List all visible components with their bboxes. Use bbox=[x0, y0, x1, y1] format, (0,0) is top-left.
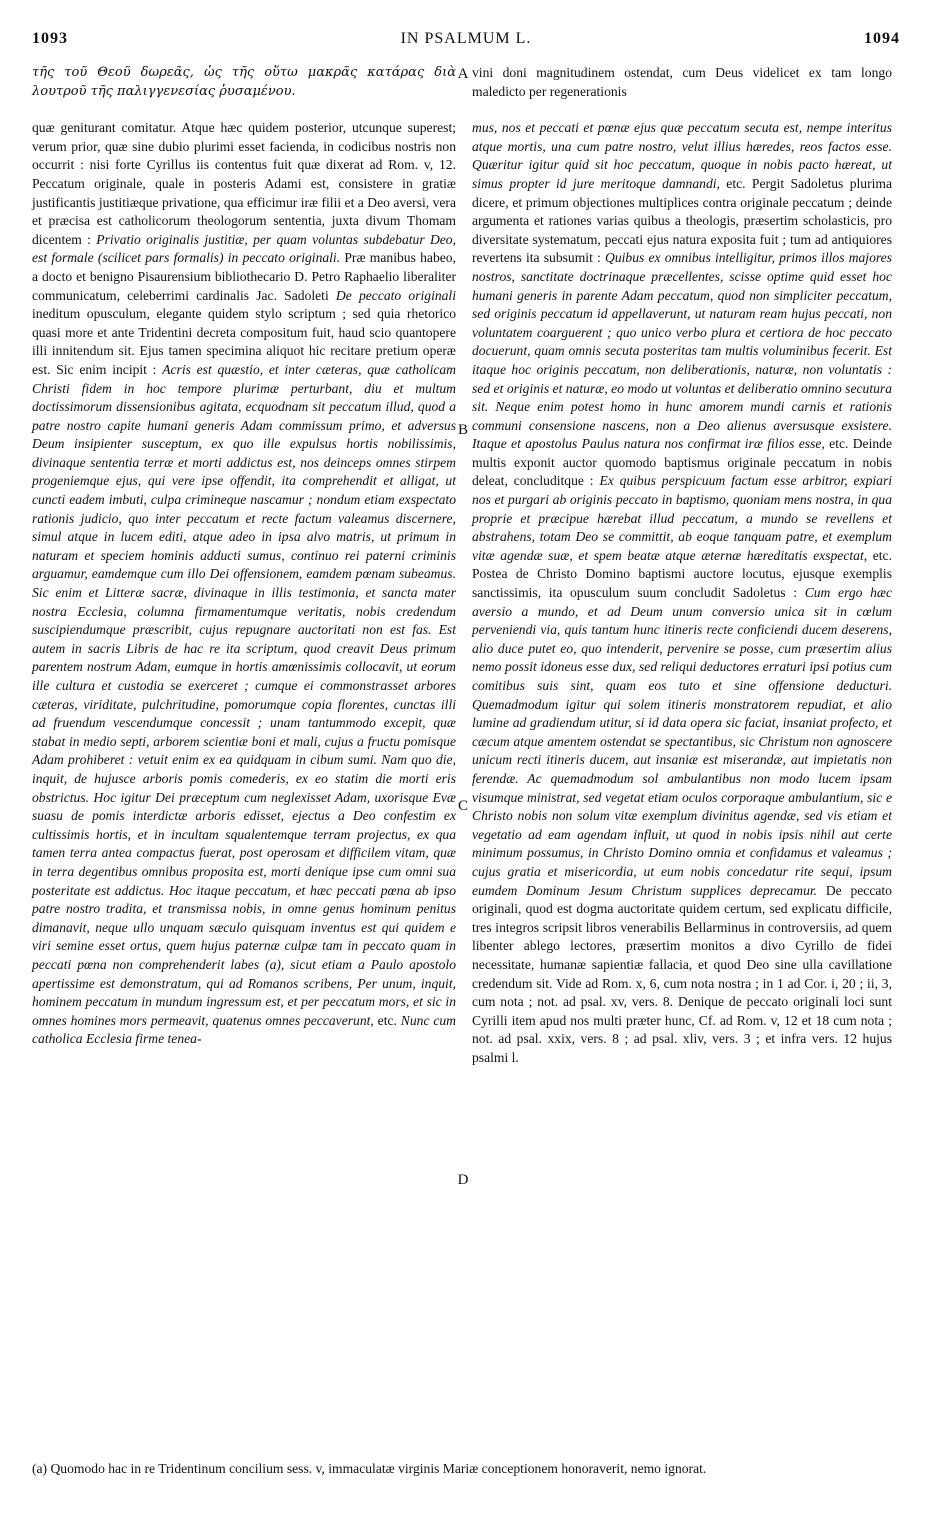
text-run: Præ manibus habeo, a docto et benigno Pisaurensium bibliothecario D. Petro Raphaelio liberaliter communicatum, celeberrimi cardinalis Jac. Sadoleti bbox=[32, 250, 456, 303]
page-number-right: 1094 bbox=[864, 30, 900, 47]
margin-letter-d: D bbox=[457, 1172, 469, 1188]
text-run: etc. bbox=[377, 1012, 397, 1028]
text-run: etc. Deinde multis exponit auctor quomodo baptismus originale peccatum in nobis deleat, concluditque : bbox=[472, 436, 892, 489]
quote-run: mus, nos et peccati et pœnæ ejus quæ peccatum secuta est, nempe interitus atque mortis, una cum patre nostro, velut illius hæredes, reos factos esse. Quæritur igitur quid sit hoc peccatum, quoque in nobis pacto hæreat, ut simus propter id jure meritoque damnandi, bbox=[472, 120, 892, 191]
text-run: De peccato originali, quod est dogma auctoritate quidem certum, sed explicatu difficile, tres integros scripsit libros venerabilis Bellarminus in controversiis, ad quem libenter ablego lectores, præsertim monitos a divo Cyrillo de fidei necessitate, humanæ sapientiæ fallacia, et quod Deo sine ulla cavillatione credendum sit. Vide ad Rom. x, 6, cum nota nostra ; in 1 ad Cor. i, 20 ; ii, 3, cum nota ; not. ad psal. xv, vers. 8. Denique de peccato originali loci sunt Cyrilli item apud nos multi præter hunc, Cf. ad Rom. v, 12 et 18 cum nota ; not. ad psal. xxix, vers. 8 ; ad psal. xliv, vers. 3 ; et infra vers. 12 hujus psalmi l. bbox=[472, 882, 892, 1065]
quote-run: Ex quibus perspicuum factum esse arbitror, expiari nos et purgari ab originis peccato in baptismo, quoniam mens nostra, in qua proprie et præcipue hærebat illud peccatum, a mundo se revellens et abstrahens, totam Deo se committit, ab eoque tanquam patre, et exemplum vitæ agendæ suæ, et spem beatæ atque æternæ hæreditatis exspectat, bbox=[472, 473, 893, 563]
quote-continuation: Nunc cum catholica Ecclesia firme tenea- bbox=[32, 1012, 456, 1047]
page-header bbox=[32, 30, 900, 56]
right-column bbox=[472, 64, 892, 1067]
margin-letter-a: A bbox=[457, 66, 469, 82]
margin-letter-b: B bbox=[457, 422, 468, 438]
margin-letter-c: C bbox=[457, 798, 468, 814]
left-paragraph bbox=[32, 119, 456, 1049]
footnote: (a) Quomodo hac in re Tridentinum concilium sess. v, immaculatæ virginis Mariæ conceptionem honoraverit, nemo ignorat. bbox=[32, 1461, 707, 1476]
text-run: etc. Postea de Christo Domino baptismi auctore locutus, ejusque exemplis sanctissimis, ita opusculum suum concludit Sadoletus : bbox=[472, 547, 892, 601]
left-column bbox=[32, 64, 456, 1049]
page-number-left: 1093 bbox=[32, 30, 68, 47]
text-run: quæ geniturant comitatur. Atque hæc quidem posterior, utcunque superest; verum prior, quæ sine dubio plurimi esset facienda, in codicibus nostris non occurrit : nisi forte Cyrillus iis contentus fuit quæ dixerat ad Rom. v, 12. Peccatum originale, quale in posteris Adami est, consistere in gratiæ justificantis justitiæque privatione, qua efficimur iræ filii et a Deo aversi, vera et præcisa est catholicorum theologorum sententia, juxta divum Thomam dicentem : bbox=[32, 120, 456, 247]
greek-text: τῆς τοῦ Θεοῦ δωρεᾶς, ὡς τῆς οὕτω μακρᾶς κατάρας διὰ λουτροῦ τῆς παλιγγενεσίας ῥυσαμένου. bbox=[32, 65, 456, 99]
quote-sadoleto: Acris est quæstio, et inter cæteras, quæ catholicam Christi fidem in hoc tempore plurimæ perturbant, diu et multum doctissimorum dissensionibus agitata, ecquodnam sit peccatum illud, quod a patre nostro capite humani generis Adam commissum primo, et adversus Deum insipienter susceptum, ex quo ille expulsus hortis nobilissimis, divinaque sententia terræ et morti addictus est, nos deinceps omnes stirpem progeniemque ejus, qui vere ipse offendit, ita comprehendit et alligat, ut cuncti eadem imbuti, culpa crimineque nascamur ; nondum etiam exspectato rationis judicio, quo inter peccatum et recte factum valeamus discernere, simul atque in lucem editi, atque adeo in ipsa alvo matris, ut primum in naturam et speciem hominis adducti sumus, continuo rei paterni criminis arguamur, eamdemque cum illo Dei offensionem, eamdem pœnam subeamus. Sic enim et Litteræ sacræ, divinaque in illis testimonia, et sancta mater nostra Ecclesia, columna firmamentumque veritatis, nobis credendum suscipiendumque præscribit, cujus repugnare auctoritati non est fas. Est autem in sacris Libris de hac re ita scriptum, quod creavit Deus primum parentem nostrum Adam, eumque in hortis amœnissimis collocavit, ut eorum ille cultura et custodia se exerceret ; cumque ei commonstrasset arbores cæteras, viriditate, pulchritudine, pomorumque copia florentes, cunctas illi ad fruendum vescendumque concessit ; unam tantummodo excepit, quæ stabat in medio septi, arborem scientiæ boni et mali, cujus a fructu pomisque Adam prohiberet : vetuit enim ex ea quidquam in cibum sumi. Nam quo die, inquit, de hujusce arboris pomis comederis, ex eo statim die morti eris obstrictus. Hoc igitur Dei præceptum cum neglexisset Adam, uxorisque Evæ suasu de pomis interdictæ arboris edisset, ejectus a Deo confestim ex cultissimis hortis, et in incultam squalentemque terram projectus, ex qua tamen terra antea compactus fuerat, post operosam et difficilem vitam, quæ in terra degentibus omnibus proposita est, morti denique ipse cum omni sua posteritate est addictus. Hoc itaque peccatum, et hæc peccati pœna ab ipso patre nostro tradita, et transmissa nobis, in omne genus hominum penitus dimanavit, neque ullo unquam sæculo quisquam inventus est qui quidem e viri semine esset ortus, quem hujus paternæ culpæ tam in peccato quam in peccati pœna non comprehenderit labes (a), sicut etiam a Paulo apostolo apertissime est demonstratum, qui ad Romanos scribens, Per unum, inquit, hominem peccatum in mundum ingressum est, et per peccatum mors, et sic in omnes homines mors permeavit, quatenus omnes peccaverunt, bbox=[32, 361, 456, 1028]
text-run: etc. Pergit Sadoletus plurima dicere, et primum objectiones multiplices contra originale peccatum ; deinde argumenta et rationes varias quibus a theologis, præsertim scholasticis, pro diversitate systematum, peccati ejus natura exposita fuit ; tum ad antiquiores revertens ita subsumit : bbox=[472, 175, 892, 266]
quote-aquinas: Privatio originalis justitiæ, per quam voluntas subdebatur Deo, est formale (scilicet pars formalis) in peccato originali. bbox=[32, 231, 457, 266]
right-lead-text: vini doni magnitudinem ostendat, cum Deus videlicet ex tam longo maledicto per regenerationis bbox=[472, 65, 892, 99]
text-run: ineditum opusculum, elegante quidem stylo scriptum ; sed quia rhetorico quasi more et ante Tridentini decreta compositum fuit, haud scio quantopere illi innitendum sit. Ejus tamen specimina aliquot hic recitare pretium operæ est. Sic enim incipit : bbox=[32, 306, 456, 377]
book-title: De peccato originali bbox=[335, 287, 456, 303]
quote-run: Cum ergo hæc aversio a mundo, et ad Deum unum conversio unica sit in cœlum perveniendi via, quis tantum hunc itineris recte conficiendi ducem deserens, alio duce putet eo, quo intenderit, pervenire se posse, cum præsertim alius nemo possit idoneus esse dux, sed reliqui deductores erraturi ipsi potius cum comitibus suis sint, quam eos tuto et sine offensione deducturi. Quemadmodum igitur qui solem itineris monstratorem repudiat, et alio lumine ad gradiendum utitur, si id data opera sic faciat, insaniat profecto, et cæcum atque amentem ostendat se spectantibus, sic Christum non agnoscere unicum recti itineris ducem, aut insaniæ est miserandæ, aut impietatis non ferendæ. Ac quemadmodum sol ambulantibus non modo lucem ipsam visumque ministrat, sed vegetat etiam oculos corporaque ambulantium, sic e Christo nobis non solum vitæ exemplum divinitus agendæ, sed vis etiam et vegetatio ad eam agendam influit, ut quod in nobis ipsis nihil aut certe minimum possumus, in Christo Domino omnia et confidamus et valeamus ; cujus gratia et misericordia, ut eum nobis concedatur rite sequi, ipsum eumdem Dominum Jesum Christum supplices deprecamur. bbox=[472, 585, 893, 898]
right-paragraph bbox=[472, 119, 892, 1067]
quote-run: Quibus ex omnibus intelligitur, primos illos majores nostros, sanctitate doctrinaque præcellentes, scisse optime quid esset hoc humani generis in parente Adam peccatum, quod non simpliciter peccatum, sed originis peccatum id appellaverunt, ut naturam ream hujus peccati, non voluntatem coarguerent ; quo unico verbo plura et certiora de hoc peccato docuerunt, quam omnis secuta posteritas tam multis voluminibus fecerit. Est itaque hoc originis peccatum, non deliberationis, naturæ, non voluntatis : sed et originis et naturæ, eo modo ut voluntas et deliberatio omnino secutura sit. Neque enim potest homo in hunc amorem mundi carnis et rationis communi consensione nascens, non a Deo alienus aversusque exsistere. Itaque et apostolus Paulus natura nos confirmat iræ filios esse, bbox=[472, 250, 892, 452]
running-title: IN PSALMUM L. bbox=[400, 30, 532, 47]
